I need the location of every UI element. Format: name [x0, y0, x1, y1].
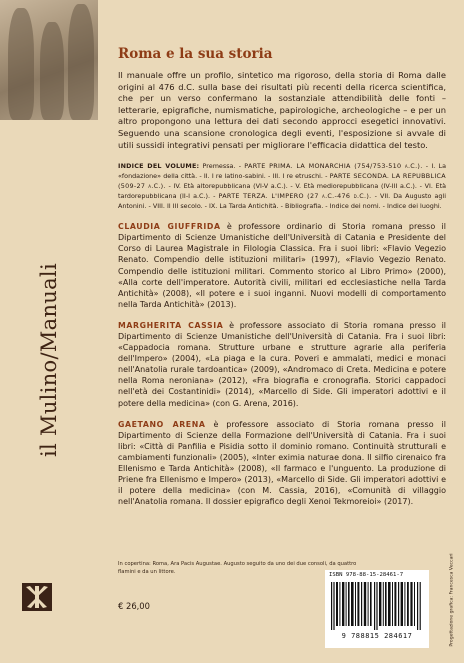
- il-mulino-logo: [22, 583, 52, 611]
- isbn-text: ISBN 978-88-15-28461-7: [329, 572, 404, 578]
- index-text: Premessa. -: [202, 162, 242, 171]
- author-bio-text: è professore ordinario di Storia romana presso il Dipartimento di Scienze Umanistiche dell'Università di Catania e Presidente del Corso di Laurea Magistrale in Filologia Classica. Fra i suoi libri: «Flavio Vegezio Renato. Compendio delle istituzioni militari» (1997), «Flavio Vegezio Renato. Compendio delle istituzioni militari. Commento storico al Libro Primo» (2000), «Alla corte dell'imperatore. Autorità civili, militari ed ecclesiastiche nella Tarda Antichità» (2008), «Il potere e i suoi inganni. Nuovi modelli di comportamento nella Tarda Antichità» (2013).: [118, 222, 446, 309]
- author-name: MARGHERITA CASSIA: [118, 320, 224, 330]
- index-part-one: PARTE PRIMA. LA MONARCHIA (754/753-510 a.C.).: [244, 162, 423, 171]
- index-part-two: PARTE SECONDA. LA REPUBBLICA (509-27 a.C.).: [118, 172, 446, 191]
- index-text: - I. La «fondazione» della città. - II. I re latino-sabini. - III. I re etruschi. -: [118, 162, 446, 181]
- author-name: CLAUDIA GIUFFRIDA: [118, 222, 221, 232]
- author-bio: [118, 221, 446, 310]
- author-bio-text: è professore associato di Storia romana presso il Dipartimento di Scienze della Formazione dell'Università di Catania. Fra i suoi libri: «Città di Panfilia e Pisidia sotto il dominio romano. Continuità strutturali e cambiamenti funzionali» (2005), «Inter eximia naturae dona. Il silfio cirenaico fra Ellenismo e Tarda Antichità» (2008), «Il farmaco e l'unguento. La produzione di Priene fra Ellenismo e Impero» (2013), «Marcello di Side. Gli imperatori adottivi e il potere della medicina» (con M. Cassia, 2016), «Comunità di villaggio nell'Anatolia romana. Il dossier epigrafico degli Xenoi Tekmoreioi» (2017).: [118, 419, 446, 507]
- book-description: Il manuale offre un profilo, sintetico ma rigoroso, della storia di Roma dalle origini al 476 d.C. sulla base dei risultati più recenti della ricerca scientifica, che per un verso confermano la sostanziale attendibilità delle fonti – letterarie, epigrafiche, numismatiche, papirologiche, archeologiche – e per un altro propongono una lettura dei dati secondo approcci esegetici innovativi. Seguendo una scansione cronologica degli eventi, l'esposizione si avvale di utili sussidi integrativi pensati per migliorare l'efficacia didattica del testo.: [118, 70, 446, 150]
- price: € 26,00: [118, 601, 150, 611]
- author-bio: [118, 320, 446, 409]
- design-credit: Progettazione grafica: Francesca Veccari: [449, 553, 455, 647]
- index-text: - IV. Età altorepubblicana (VI-V a.C.). - V. Età mediorepubblicana (IV-III a.C.). - VI. Età tardorepubblicana (II-I a.C.). -: [118, 182, 446, 201]
- cover-caption: In copertina: Roma, Ara Pacis Augustae. Augusto seguito da uno dei due consoli, da quattro flamini e da un littore.: [118, 561, 357, 575]
- barcode-number: 9 788815 284617: [341, 632, 413, 640]
- barcode-panel: [325, 570, 429, 648]
- barcode-image: [331, 582, 423, 630]
- index-part-three: PARTE TERZA. L'IMPERO (27 a.C.-476 d.C.).: [218, 192, 372, 201]
- book-title: Roma e la sua storia: [118, 46, 273, 62]
- table-of-contents: [118, 161, 446, 211]
- main-text: [118, 46, 446, 517]
- series-name: il Mulino/Manuali: [37, 263, 61, 457]
- author-name: GAETANO ARENA: [118, 419, 206, 429]
- author-bio: [118, 419, 446, 508]
- index-label: INDICE DEL VOLUME:: [118, 162, 200, 171]
- ara-pacis-relief-image: [0, 0, 98, 120]
- index-text: - VII. Da Augusto agli Antonini. - VIII. Il III secolo. - IX. La Tarda Antichità. - Bibliografia. - Indice dei nomi. - Indice dei luoghi.: [118, 192, 446, 211]
- author-bio-text: è professore associato di Storia romana presso il Dipartimento di Scienze Umanistiche dell'Università di Catania. Fra i suoi libri: «Cappadocia romana. Strutture urbane e strutture agrarie alla periferia dell'Impero» (2004), «La piaga e la cura. Poveri e ammalati, medici e monaci nell'Anatolia rurale tardoantica» (2009), «Andromaco di Creta. Medicina e potere nella Roma neroniana» (2012), «Fra biografia e cronografia. Storici cappadoci nell'età dei Costantinidi» (2014), «Marcello di Side. Gli imperatori adottivi e il potere della medicina» (con G. Arena, 2016).: [118, 320, 447, 408]
- series-column: [0, 0, 98, 663]
